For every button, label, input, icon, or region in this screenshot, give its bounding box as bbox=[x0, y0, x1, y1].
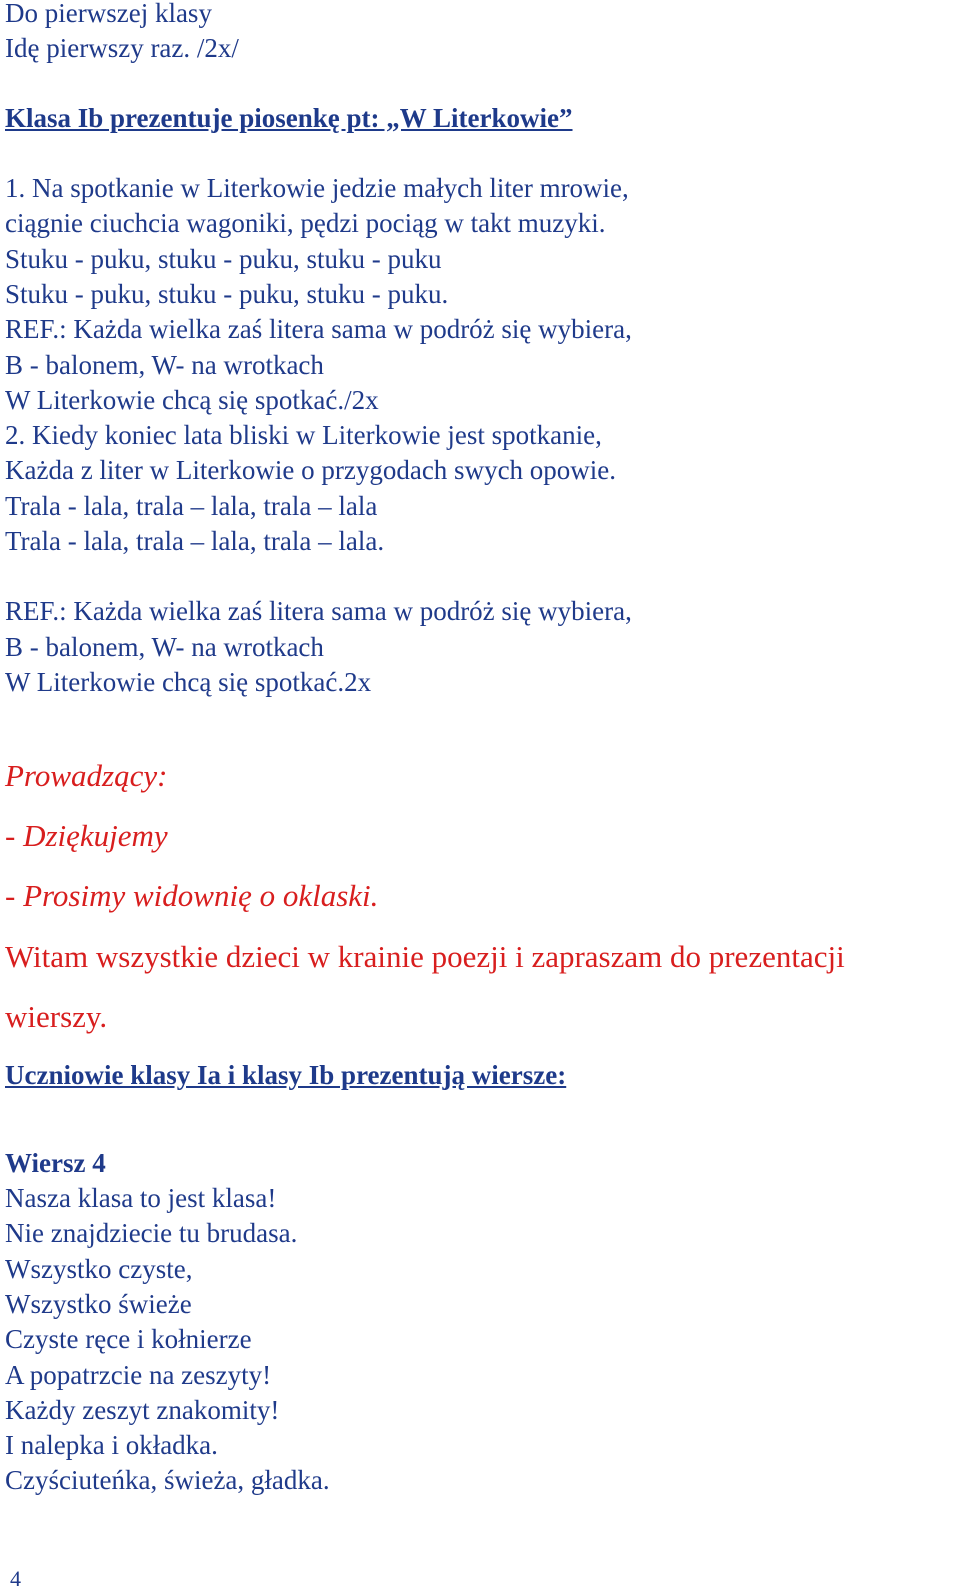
host-line: - Dziękujemy bbox=[5, 818, 168, 853]
poem-line: A popatrzcie na zeszyty! bbox=[5, 1360, 272, 1390]
refrain-line: REF.: Każda wielka zaś litera sama w podróż się wybiera, bbox=[5, 596, 632, 626]
song-line: Trala - lala, trala – lala, trala – lala bbox=[5, 491, 378, 521]
host-label: Prowadzący: bbox=[5, 758, 168, 793]
host-welcome-line: wierszy. bbox=[5, 999, 108, 1034]
song-line: Stuku - puku, stuku - puku, stuku - puku. bbox=[5, 279, 449, 309]
refrain-line: REF.: Każda wielka zaś litera sama w podróż się wybiera, bbox=[5, 314, 632, 344]
song-line: Stuku - puku, stuku - puku, stuku - puku bbox=[5, 244, 442, 274]
poem-line: Nie znajdziecie tu brudasa. bbox=[5, 1218, 298, 1248]
song-line: ciągnie ciuchcia wagoniki, pędzi pociąg w takt muzyki. bbox=[5, 208, 606, 238]
refrain-line: W Literkowie chcą się spotkać.2x bbox=[5, 667, 372, 697]
host-line: - Prosimy widownię o oklaski. bbox=[5, 878, 379, 913]
poem-line: Czyste ręce i kołnierze bbox=[5, 1324, 252, 1354]
refrain-line: W Literkowie chcą się spotkać./2x bbox=[5, 385, 379, 415]
song-line: Do pierwszej klasy bbox=[5, 0, 212, 28]
song-line: Trala - lala, trala – lala, trala – lala. bbox=[5, 526, 385, 556]
poem-line: Czyściuteńka, świeża, gładka. bbox=[5, 1465, 330, 1495]
poem-title: Wiersz 4 bbox=[5, 1148, 106, 1178]
song-line: Idę pierwszy raz. /2x/ bbox=[5, 33, 239, 63]
poem-line: Wszystko świeże bbox=[5, 1289, 192, 1319]
refrain-line: B - balonem, W- na wrotkach bbox=[5, 632, 324, 662]
song-line: 1. Na spotkanie w Literkowie jedzie małych liter mrowie, bbox=[5, 173, 629, 203]
poem-line: Wszystko czyste, bbox=[5, 1254, 193, 1284]
poem-line: Każdy zeszyt znakomity! bbox=[5, 1395, 280, 1425]
poem-line: Nasza klasa to jest klasa! bbox=[5, 1183, 277, 1213]
page-number: 4 bbox=[10, 1566, 21, 1591]
host-welcome-line: Witam wszystkie dzieci w krainie poezji i zapraszam do prezentacji bbox=[5, 939, 845, 974]
song-line: Każda z liter w Literkowie o przygodach swych opowie. bbox=[5, 455, 617, 485]
poem-line: I nalepka i okładka. bbox=[5, 1430, 218, 1460]
song-line: 2. Kiedy koniec lata bliski w Literkowie jest spotkanie, bbox=[5, 420, 602, 450]
song-title-heading: Klasa Ib prezentuje piosenkę pt: „W Literkowie” bbox=[5, 103, 573, 133]
refrain-line: B - balonem, W- na wrotkach bbox=[5, 350, 324, 380]
poems-heading: Uczniowie klasy Ia i klasy Ib prezentują wiersze: bbox=[5, 1060, 567, 1090]
